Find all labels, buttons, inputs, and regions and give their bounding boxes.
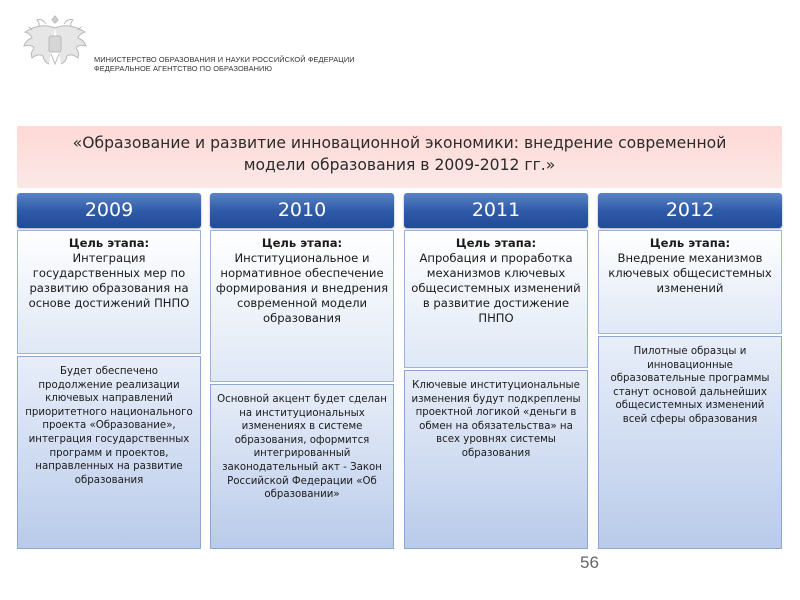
goal-label: Цель этапа: — [455, 236, 537, 250]
stage-column-2009 — [17, 193, 201, 549]
stage-year: 2010 — [210, 193, 394, 228]
stage-goal — [598, 230, 782, 334]
goal-text: Апробация и проработка механизмов ключевых общесистемных изменений в развитие достижение ПНПО — [411, 251, 581, 325]
stage-note: Будет обеспечено продолжение реализации ключевых направлений приоритетного национального проекта «Образование», интеграция государственных программ и проектов, направленных на развитие образования — [17, 356, 201, 549]
goal-text: Интеграция государственных мер по развитию образования на основе достижений ПНПО — [28, 251, 190, 310]
title-line-2: модели образования в 2009-2012 гг.» — [243, 156, 556, 174]
stage-year: 2011 — [404, 193, 588, 228]
stage-column-2011 — [404, 193, 588, 549]
coat-of-arms-icon — [20, 10, 90, 74]
stage-goal — [17, 230, 201, 354]
goal-text: Институциональное и нормативное обеспечение формирования и внедрения современной модели образования — [215, 251, 389, 325]
agency-name: ФЕДЕРАЛЬНОЕ АГЕНТСТВО ПО ОБРАЗОВАНИЮ — [94, 64, 273, 73]
title-line-1: «Образование и развитие инновационной экономики: внедрение современной — [72, 134, 727, 152]
stage-goal — [404, 230, 588, 368]
stage-year: 2012 — [598, 193, 782, 228]
goal-label: Цель этапа: — [261, 236, 343, 250]
page-number: 56 — [580, 553, 599, 572]
stage-note: Пилотные образцы и инновационные образовательные программы станут основой дальнейших общесистемных изменений всей сферы образования — [598, 336, 782, 549]
goal-label: Цель этапа: — [649, 236, 731, 250]
ministry-header — [94, 55, 355, 73]
stage-column-2010 — [210, 193, 394, 549]
stage-note: Ключевые институциональные изменения будут подкреплены проектной логикой «деньги в обмен на обязательства» на всех уровнях системы образования — [404, 370, 588, 549]
slide-title — [17, 132, 782, 176]
stage-column-2012 — [598, 193, 782, 549]
goal-text: Внедрение механизмов ключевых общесистемных изменений — [608, 251, 772, 295]
stage-note: Основной акцент будет сделан на институциональных изменениях в системе образования, оформится интегрированный законодательный акт - Закон Российской Федерации «Об образовании» — [210, 384, 394, 549]
stage-year: 2009 — [17, 193, 201, 228]
ministry-name: МИНИСТЕРСТВО ОБРАЗОВАНИЯ И НАУКИ РОССИЙСКОЙ ФЕДЕРАЦИИ — [94, 55, 355, 64]
goal-label: Цель этапа: — [68, 236, 150, 250]
stage-goal — [210, 230, 394, 382]
